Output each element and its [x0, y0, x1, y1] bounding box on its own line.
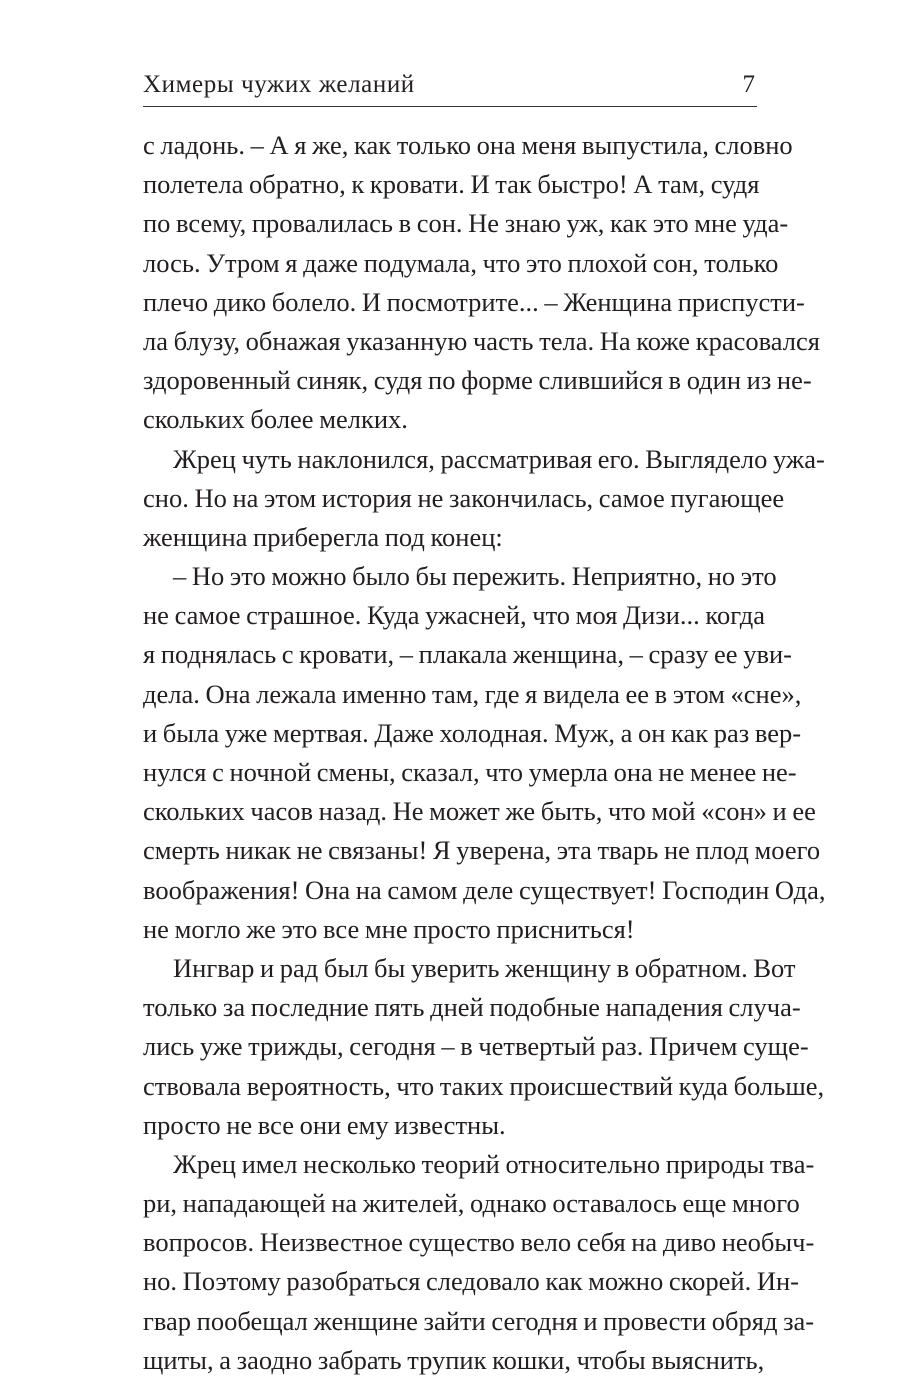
- running-header: [143, 62, 757, 107]
- text-line: ла блузу, обнажая указанную часть тела. На коже красовался: [143, 325, 820, 356]
- text-line: плечо дико болело. И посмотрите... – Женщина приспусти-: [143, 286, 805, 317]
- text-line: нулся с ночной смены, сказал, что умерла она не менее не-: [143, 757, 797, 787]
- paragraph-first-line: Ингвар и рад был бы уверить женщину в обратном. Вот: [173, 952, 796, 983]
- text-line: лось. Утром я даже подумала, что это плохой сон, только: [143, 247, 779, 278]
- paragraph-first-line: Жрец чуть наклонился, рассматривая его. Выглядело ужа-: [173, 443, 825, 474]
- text-line: скольких часов назад. Не может же быть, что мой «сон» и ее: [143, 796, 816, 827]
- text-line: смерть никак не связаны! Я уверена, эта тварь не плод моего: [143, 835, 821, 866]
- running-title: Химеры чужих желаний: [143, 71, 415, 98]
- text-line: женщина приберегла под конец:: [143, 521, 503, 552]
- text-line: только за последние пять дней подобные нападения случа-: [143, 992, 801, 1023]
- text-line: ри, нападающей на жителей, однако оставалось еще много: [143, 1188, 800, 1219]
- text-line: воображения! Она на самом деле существует! Господин Ода,: [143, 874, 826, 905]
- text-line: полетела обратно, к кровати. И так быстро! А там, судя: [143, 169, 760, 200]
- text-line: щиты, а заодно забрать трупик кошки, чтобы выяснить,: [143, 1344, 765, 1375]
- text-line: не самое страшное. Куда ужасней, что моя Дизи... когда: [143, 600, 765, 631]
- text-line: вопросов. Неизвестное существо вело себя на диво необыч-: [143, 1227, 815, 1258]
- text-line: по всему, провалилась в сон. Не знаю уж, как это мне уда-: [143, 208, 789, 239]
- text-line: дела. Она лежала именно там, где я видела ее в этом «сне»,: [143, 678, 802, 709]
- text-line: не могло же это все мне просто присниться!: [143, 913, 635, 944]
- body-text: [143, 126, 826, 1380]
- text-line: но. Поэтому разобраться следовало как можно скорей. Ин-: [143, 1266, 799, 1297]
- text-line: гвар пообещал женщине зайти сегодня и провести обряд за-: [143, 1305, 815, 1336]
- page-number: 7: [742, 71, 755, 98]
- text-line: я поднялась с кровати, – плакала женщина, – сразу ее уви-: [143, 639, 792, 670]
- paragraph-first-line: Жрец имел несколько теорий относительно природы тва-: [173, 1148, 815, 1179]
- text-line: сно. Но на этом история не закончилась, самое пугающее: [143, 482, 785, 513]
- text-line: здоровенный синяк, судя по форме слившийся в один из не-: [143, 365, 812, 396]
- paragraph-first-line: – Но это можно было бы пережить. Неприятно, но это: [173, 561, 777, 592]
- text-line: с ладонь. – А я же, как только она меня выпустила, словно: [143, 130, 793, 160]
- text-line: просто не все они ему известны.: [143, 1109, 506, 1140]
- text-line: ствовала вероятность, что таких происшествий куда больше,: [143, 1070, 825, 1101]
- text-line: скольких более мелких.: [143, 404, 408, 435]
- text-line: лись уже трижды, сегодня – в четвертый раз. Причем суще-: [143, 1031, 809, 1062]
- text-line: и была уже мертвая. Даже холодная. Муж, а он как раз вер-: [143, 717, 802, 748]
